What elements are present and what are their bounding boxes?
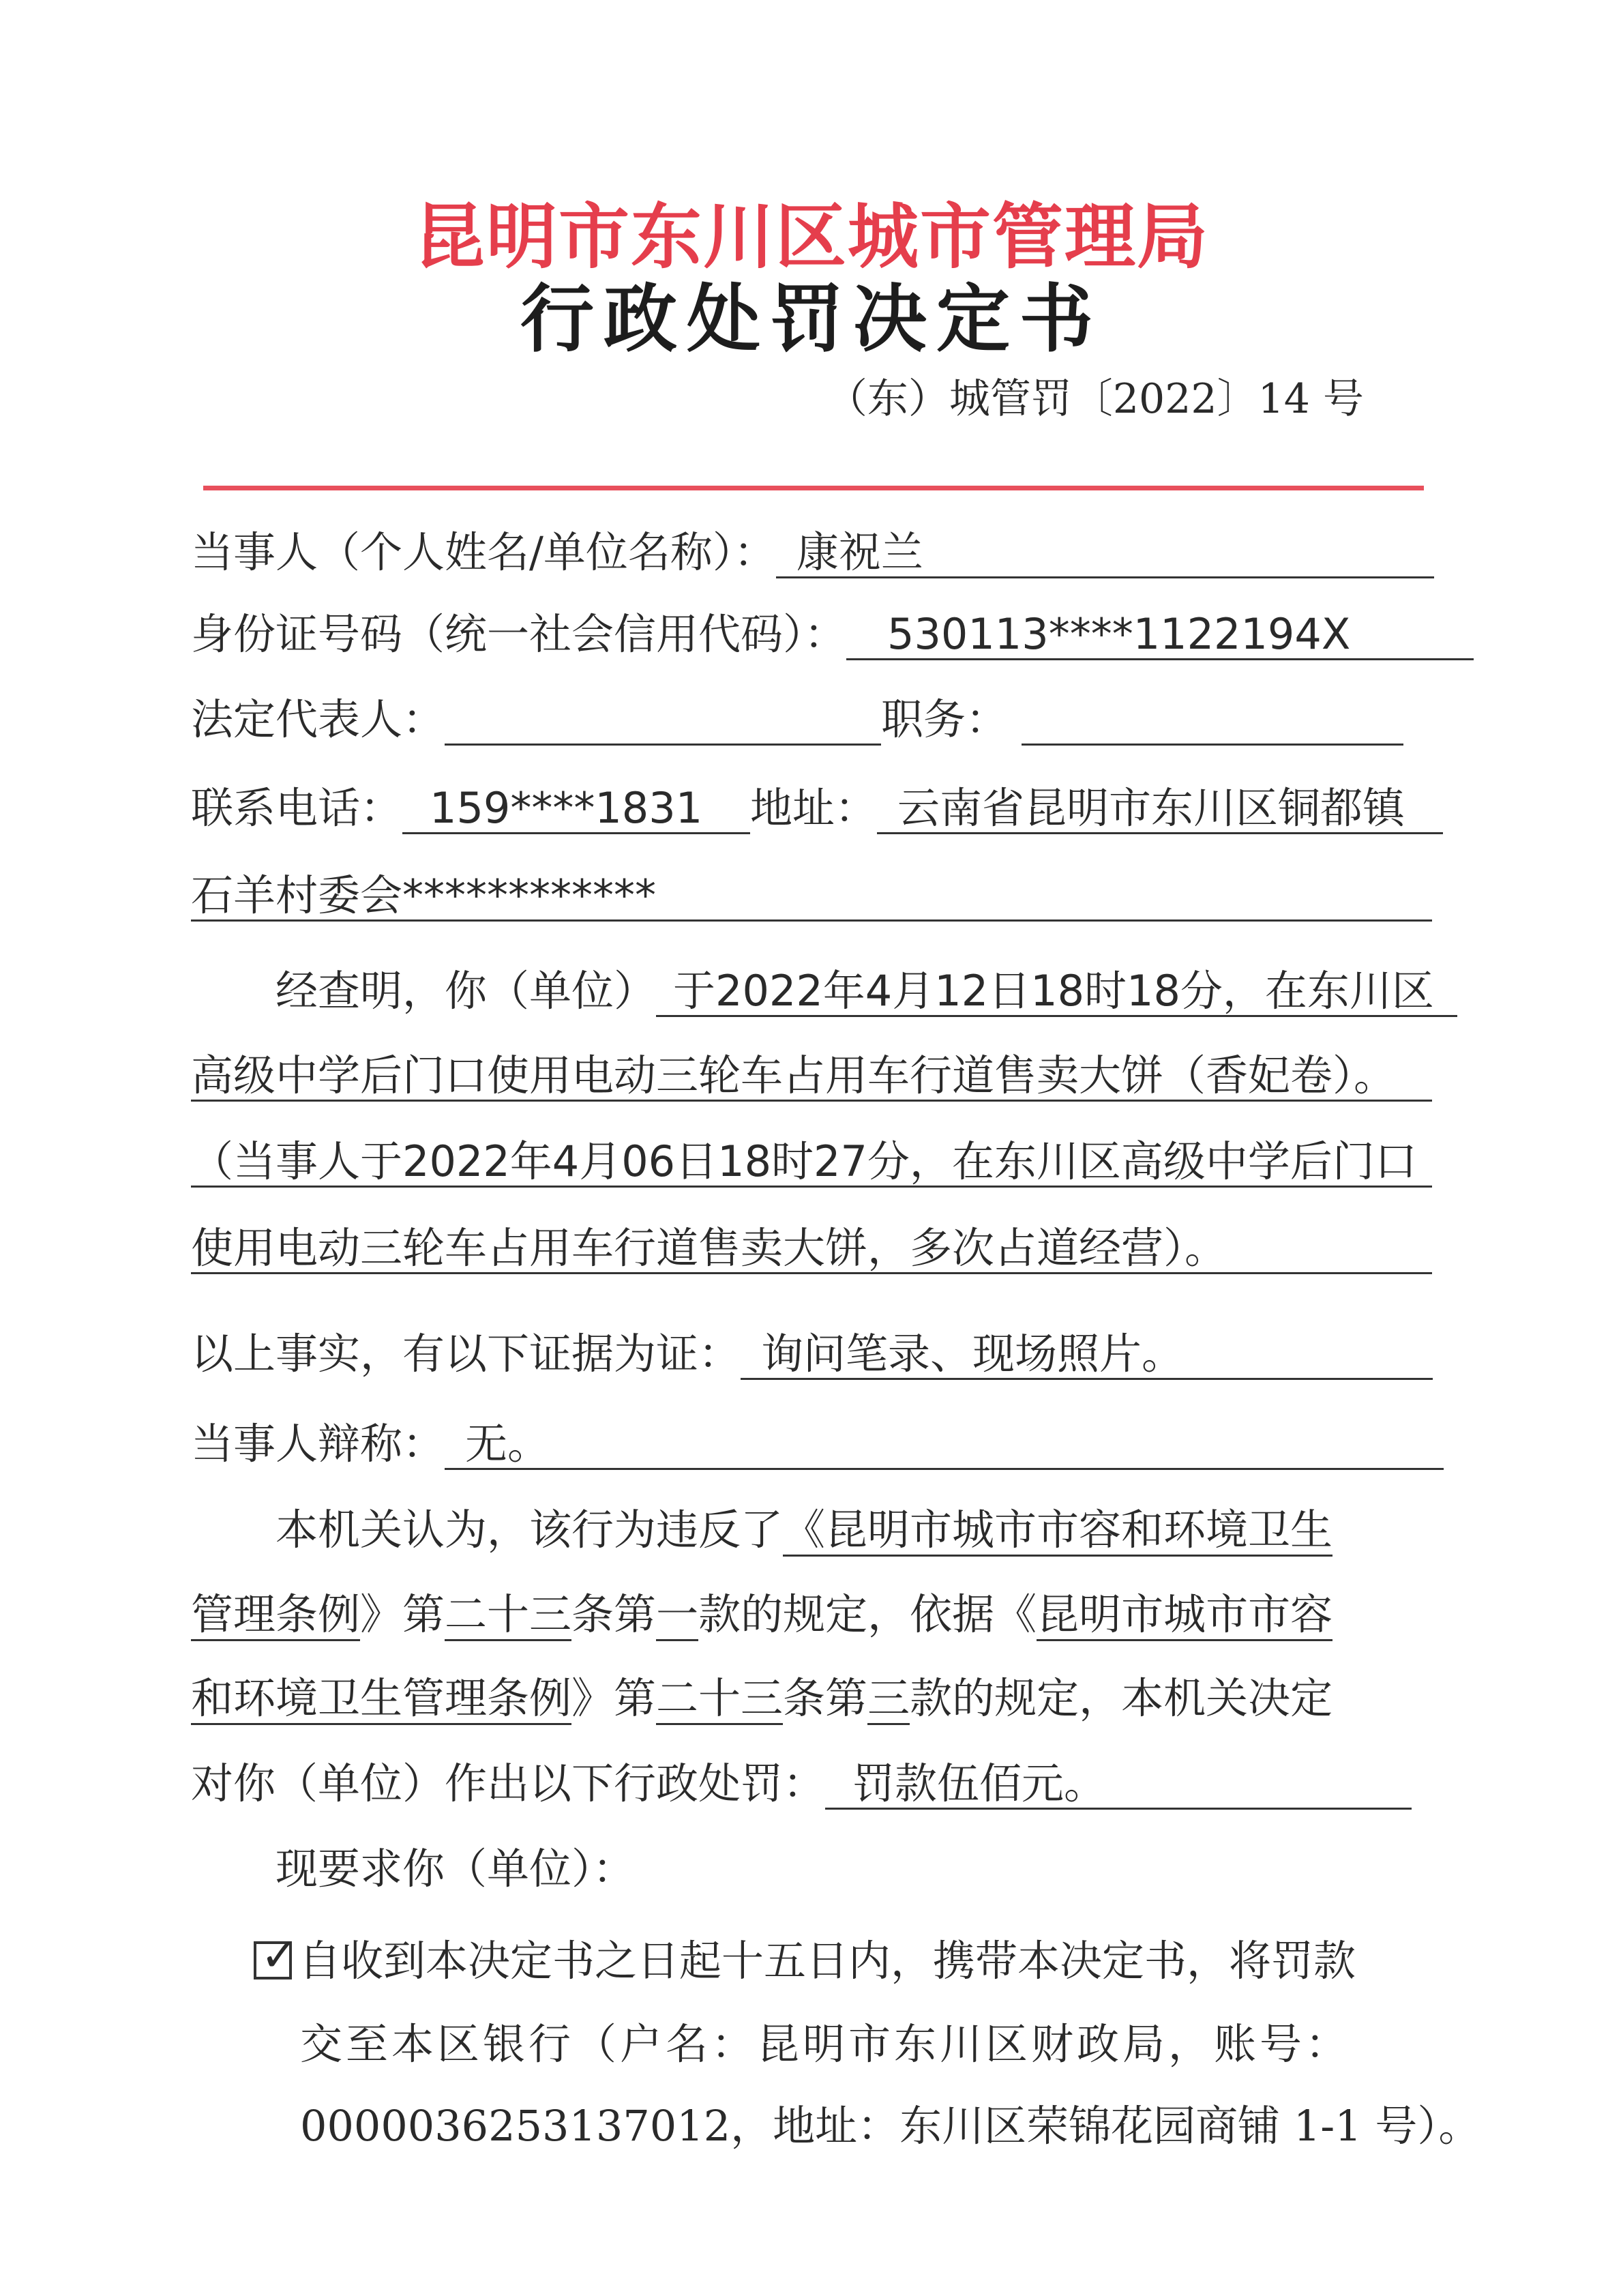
decision-text: 对你（单位）作出以下行政处罚： [191,1758,826,1808]
document-title: 行政处罚决定书 [520,277,1103,362]
regulation-name-cont: 管理条例 [191,1589,360,1641]
party-name-label: 当事人（个人姓名/单位名称）： [191,527,776,577]
check-mark-icon: ✓ [260,1929,299,1982]
basis-regulation-name: 昆明市城市市容 [1037,1589,1332,1641]
party-name-row [191,529,1432,578]
facts-value-2: 高级中学后门口使用电动三轮车占用车行道售卖大饼（香妃卷）。 [191,1052,1432,1102]
requirement-item-1 [254,1929,1440,1986]
decision-line-2 [191,1591,1432,1638]
requirement-text-line3: 0000036253137012，地址：东川区荣锦花园商铺 1-1 号）。 [300,2101,1481,2151]
address-label: 地址： [750,783,878,833]
basis-regulation-name-cont: 和环境卫生管理条例 [191,1673,571,1725]
penalty-value: 罚款伍佰元。 [825,1760,1412,1810]
legal-rep-value [445,696,881,746]
clause-number: 一 [656,1589,698,1641]
party-id-row [191,610,1432,660]
decision-text: 款的规定，本机关决定 [910,1673,1333,1723]
header-divider [203,486,1424,490]
legal-rep-label: 法定代表人： [191,694,445,744]
decision-text: 条第 [783,1673,868,1723]
requirement-text-line1: 自收到本决定书之日起十五日内，携带本决定书，将罚款 [299,1936,1356,1986]
contact-row [191,784,1432,834]
decision-line-4 [191,1760,1432,1810]
decision-line-3 [191,1675,1432,1722]
issuing-authority: 昆明市东川区城市管理局 [413,195,1209,278]
evidence-label: 以上事实，有以下证据为证： [191,1329,741,1379]
requirement-text-line2: 交至本区银行（户名：昆明市东川区财政局，账号： [300,2019,1352,2069]
requirements-intro-row [191,1845,1432,1893]
decision-line-1 [191,1506,1432,1554]
address-value-line2: 石羊村委会************ [191,872,1432,922]
duty-value [1022,696,1403,746]
phone-value: 159****1831 [402,784,750,834]
evidence-value: 询问笔录、现场照片。 [741,1330,1433,1380]
duty-label: 职务： [881,694,1009,744]
party-name-value: 康祝兰 [776,529,1434,578]
decision-text: 条第 [571,1589,657,1639]
decision-text: 》第 [571,1673,657,1723]
basis-article-number: 二十三 [656,1673,783,1725]
facts-value-1: 于2022年4月12日18时18分，在东川区 [656,967,1457,1017]
requirement-item-1-line3 [300,2101,1481,2151]
regulation-name: 《昆明市城市市容和环境卫生 [783,1505,1332,1557]
basis-clause-number: 三 [867,1673,910,1725]
party-id-value: 530113****1122194X [846,610,1474,660]
address-row-2 [191,872,1432,922]
facts-line-3 [191,1138,1432,1188]
defense-row [191,1420,1432,1470]
decision-text: 》第 [360,1589,445,1639]
facts-value-4: 使用电动三轮车占用车行道售卖大饼，多次占道经营）。 [191,1224,1432,1274]
defense-value: 无。 [445,1420,1444,1470]
requirements-intro: 现要求你（单位）： [276,1844,636,1894]
document-number: （东）城管罚〔2022〕14 号 [826,375,1364,423]
facts-intro: 经查明，你（单位） [276,966,657,1016]
decision-text: 本机关认为，该行为违反了 [276,1505,784,1555]
facts-line-1 [191,967,1432,1017]
legal-rep-row [191,696,1432,746]
article-number: 二十三 [445,1589,571,1641]
party-id-label: 身份证号码（统一社会信用代码）： [191,609,847,659]
facts-value-3: （当事人于2022年4月06日18时27分，在东川区高级中学后门口 [191,1138,1432,1188]
requirement-checkbox[interactable] [254,1929,299,1982]
facts-line-2 [191,1052,1432,1102]
address-value-line1: 云南省昆明市东川区铜都镇 [877,784,1443,834]
decision-text: 款的规定，依据《 [698,1589,1037,1639]
defense-label: 当事人辩称： [191,1419,445,1469]
phone-label: 联系电话： [191,783,403,833]
requirement-item-1-line2 [300,2020,1446,2068]
facts-line-4 [191,1224,1432,1274]
evidence-row [191,1330,1432,1380]
